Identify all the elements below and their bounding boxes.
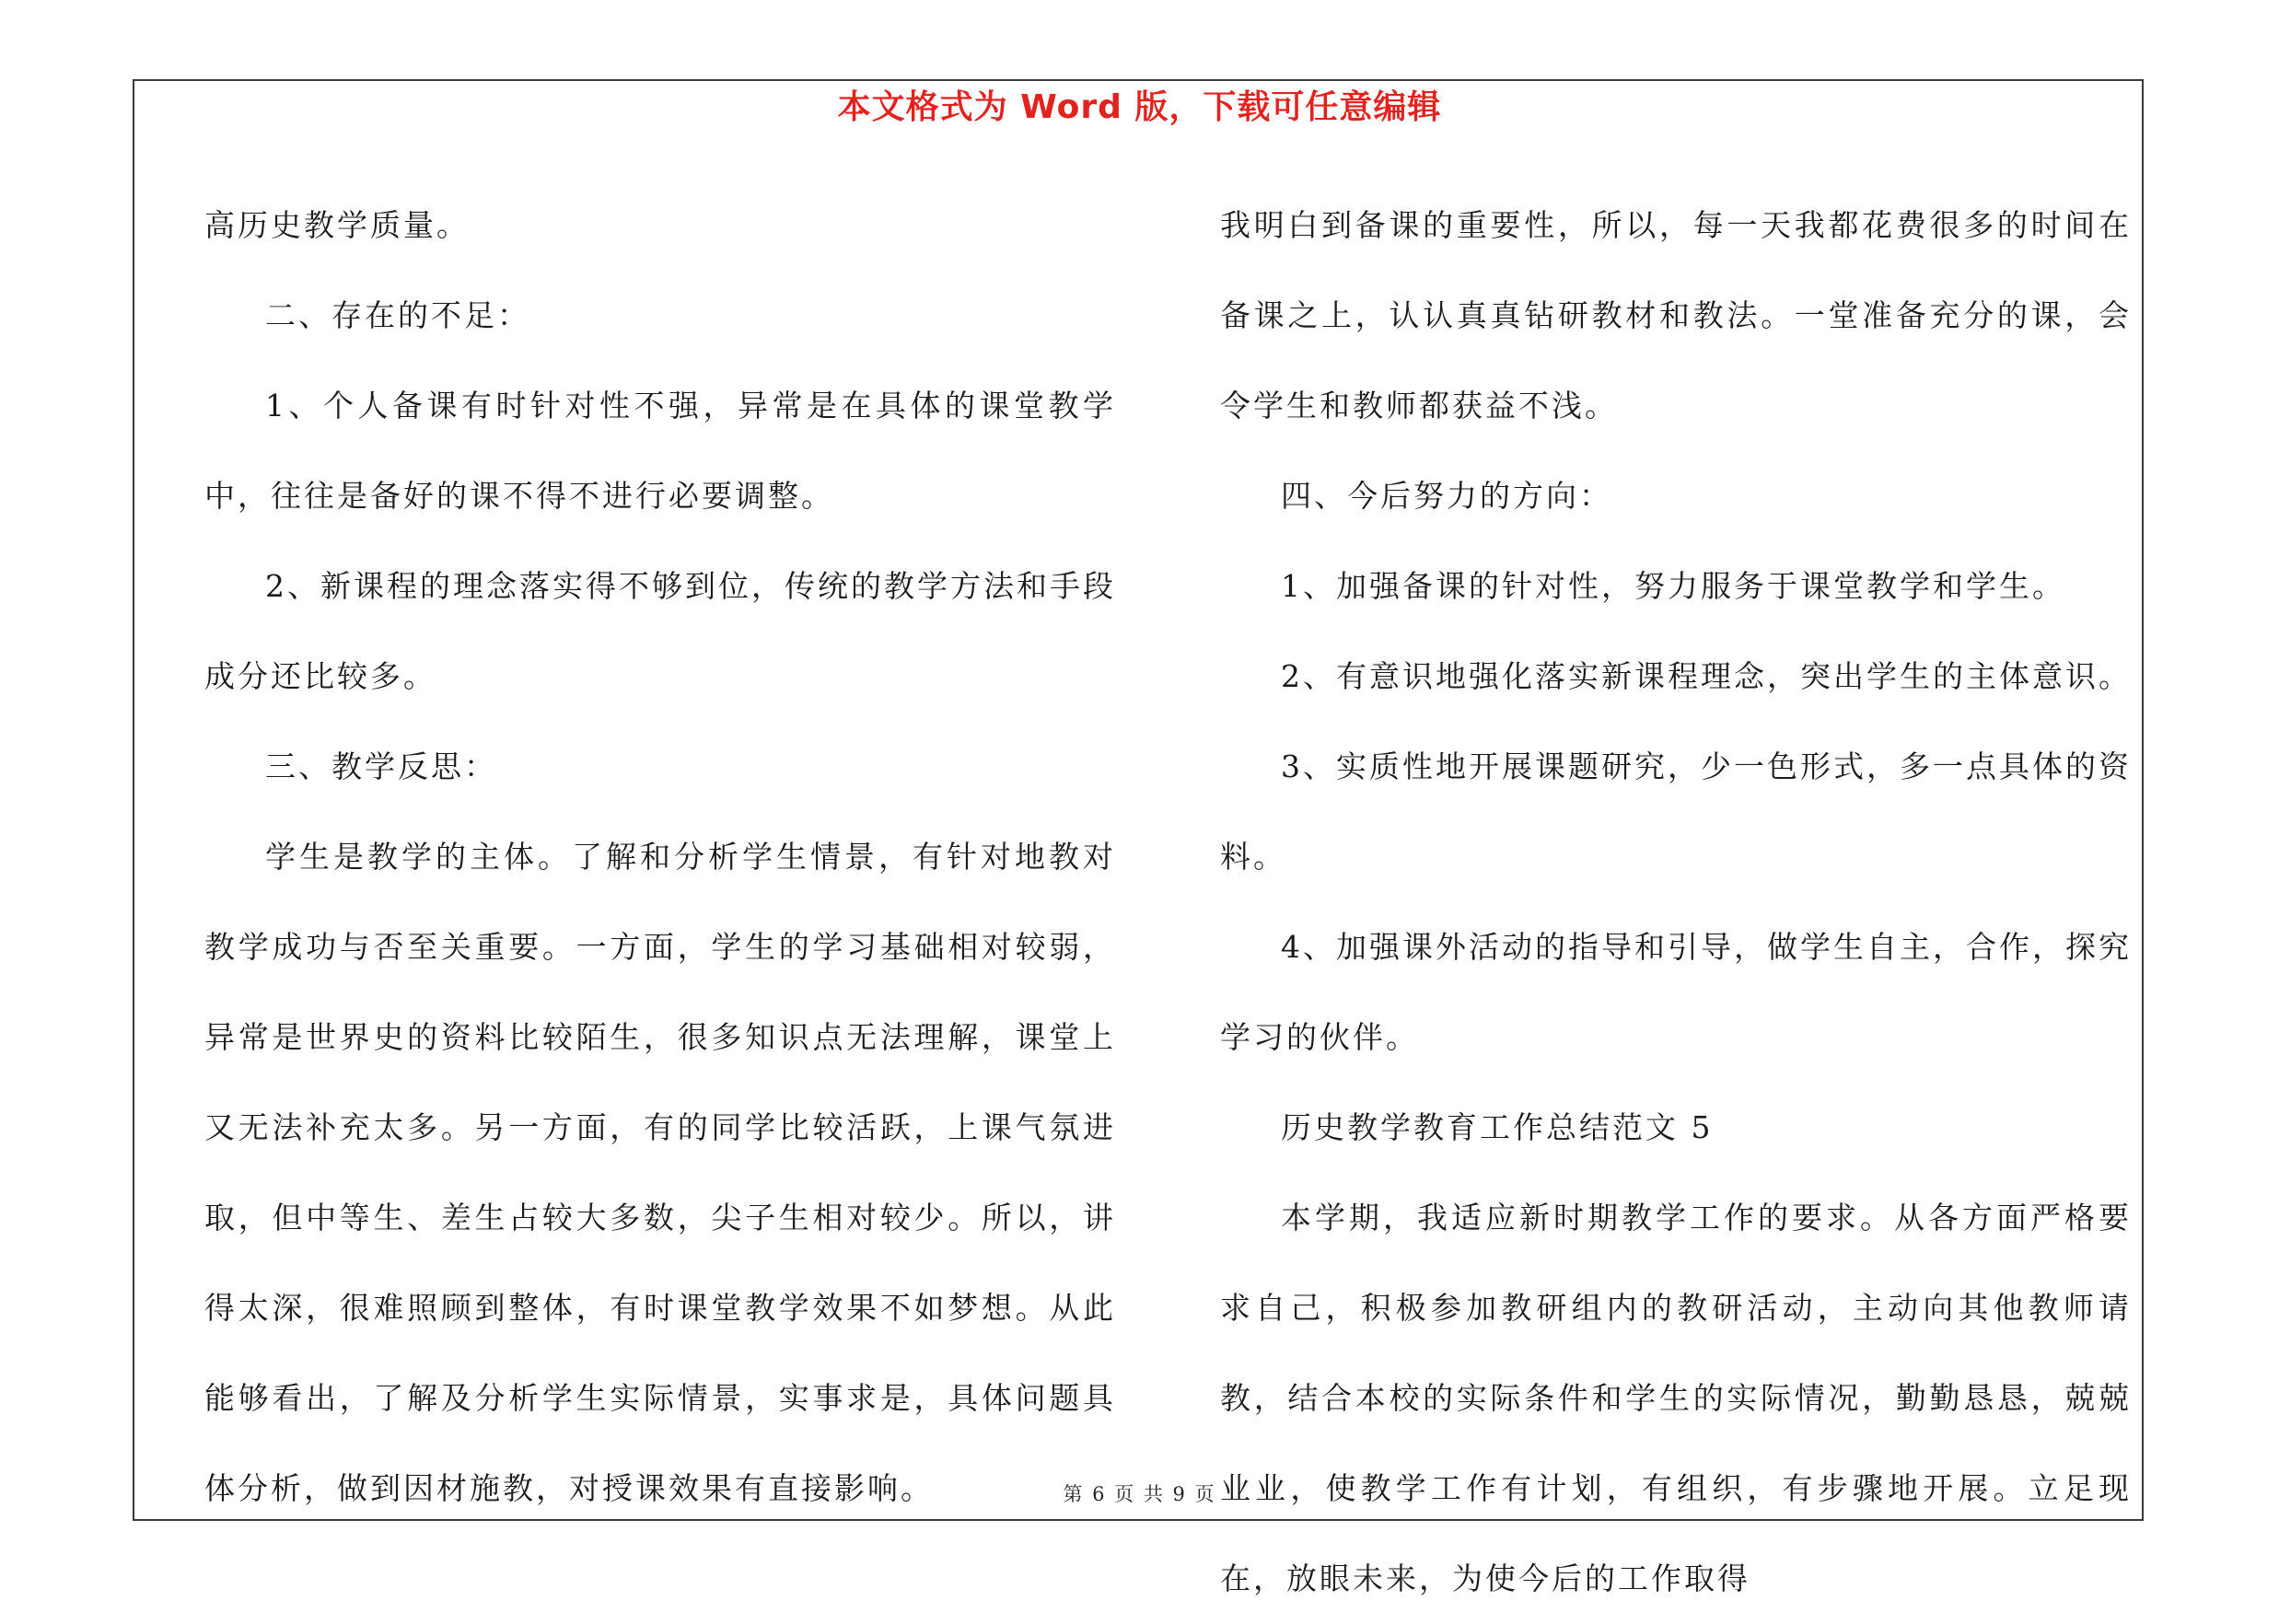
right-para-7: 历史教学教育工作总结范文 5 <box>1281 1109 1714 1145</box>
format-banner: 本文格式为 Word 版，下载可任意编辑 <box>837 88 1442 126</box>
left-column <box>204 180 1116 1534</box>
right-para-3: 1、加强备课的针对性，努力服务于课堂教学和学生。 <box>1281 568 2065 604</box>
left-para-6: 学生是教学的主体。了解和分析学生情景，有针对地教对教学成功与否至关重要。一方面，学生的学习基础相对较弱，异常是世界史的资料比较陌生，很多知识点无法理解，课堂上又无法补充太多。另一方面，有的同学比较活跃，上课气氛进取，但中等生、差生占较大多数，尖子生相对较少。所以，讲得太深，很难照顾到整体，有时课堂教学效果不如梦想。从此能够看出，了解及分析学生实际情景，实事求是，具体问题具体分析，做到因材施教，对授课效果有直接影响。 <box>204 839 1116 1506</box>
left-para-4: 2、新课程的理念落实得不够到位，传统的教学方法和手段成分还比较多。 <box>204 568 1116 694</box>
left-para-5: 三、教学反思： <box>265 748 497 784</box>
right-para-8: 本学期，我适应新时期教学工作的要求。从各方面严格要求自己，积极参加教研组内的教研活动，主动向其他教师请教，结合本校的实际条件和学生的实际情况，勤勤恳恳，兢兢业业，使教学工作有计划，有组织，有步骤地开展。立足现在，放眼未来，为使今后的工作取得 <box>1220 1200 2132 1596</box>
page-number: 第 6 页 共 9 页 <box>1063 1483 1216 1505</box>
left-para-2: 二、存在的不足： <box>265 297 530 333</box>
left-para-3: 1、个人备课有时针对性不强，异常是在具体的课堂教学中，往往是备好的课不得不进行必要调整。 <box>204 388 1116 514</box>
right-para-5: 3、实质性地开展课题研究，少一色形式，多一点具体的资料。 <box>1220 748 2132 875</box>
right-para-4: 2、有意识地强化落实新课程理念，突出学生的主体意识。 <box>1281 658 2132 694</box>
right-para-2: 四、今后努力的方向： <box>1281 478 1612 514</box>
right-column <box>1220 180 2132 1624</box>
left-para-1: 高历史教学质量。 <box>204 207 470 243</box>
right-para-6: 4、加强课外活动的指导和引导，做学生自主，合作，探究学习的伙伴。 <box>1220 929 2132 1055</box>
right-para-1: 我明白到备课的重要性，所以，每一天我都花费很多的时间在备课之上，认认真真钻研教材和教法。一堂准备充分的课，会令学生和教师都获益不浅。 <box>1220 207 2132 423</box>
